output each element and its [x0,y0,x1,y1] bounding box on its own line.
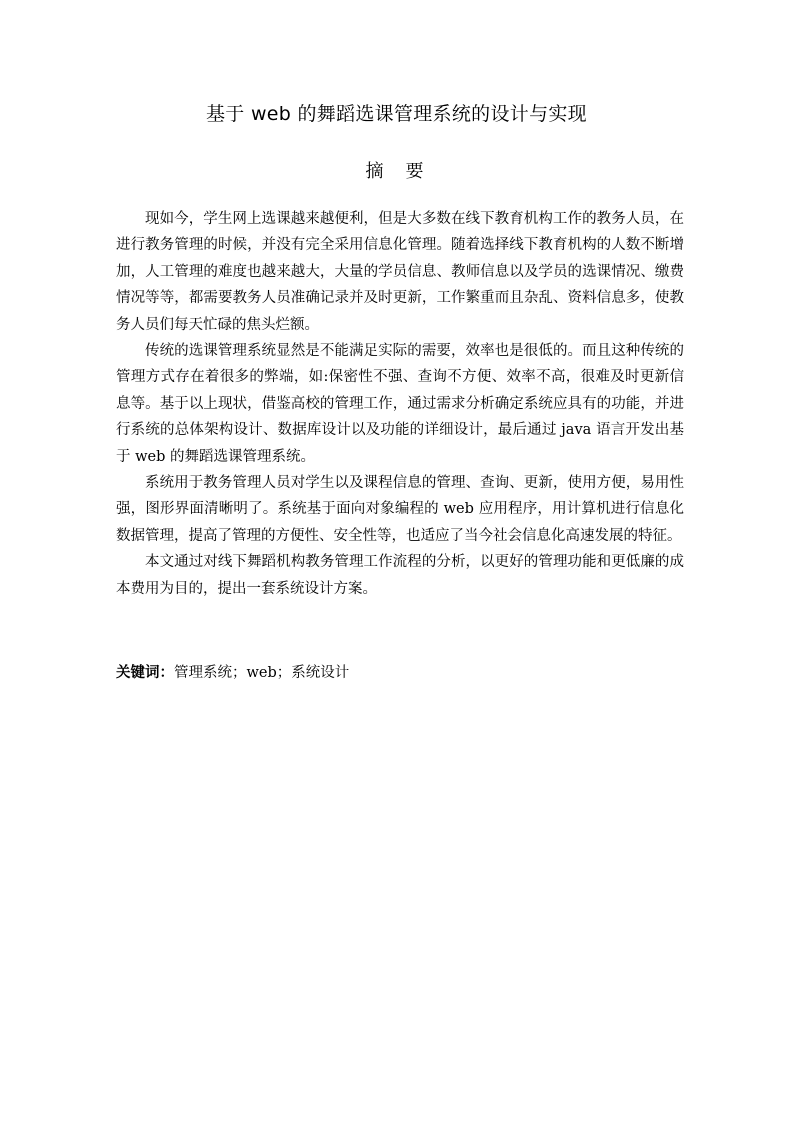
keywords-line [116,660,684,686]
abstract-paragraph-1: 现如今，学生网上选课越来越便利，但是大多数在线下教育机构工作的教务人员，在进行教务管理的时候，并没有完全采用信息化管理。随着选择线下教育机构的人数不断增加，人工管理的难度也越来越大，大量的学员信息、教师信息以及学员的选课情况、缴费情况等等，都需要教务人员准确记录并及时更新，工作繁重而且杂乱、资料信息多，使教务人员们每天忙碌的焦头烂额。 [116,211,684,333]
paper-title: 基于 web 的舞蹈选课管理系统的设计与实现 [206,103,587,125]
abstract-body [116,206,684,602]
abstract-paragraph-2: 传统的选课管理系统显然是不能满足实际的需要，效率也是很低的。而且这种传统的管理方式存在着很多的弊端，如:保密性不强、查询不方便、效率不高，很难及时更新信息等。基于以上现状，借鉴高校的管理工作，通过需求分析确定系统应具有的功能，并进行系统的总体架构设计、数据库设计以及功能的详细设计，最后通过 java 语言开发出基于 web 的舞蹈选课管理系统。 [116,343,684,465]
abstract-paragraph-3: 系统用于教务管理人员对学生以及课程信息的管理、查询、更新，使用方便，易用性强，图形界面清晰明了。系统基于面向对象编程的 web 应用程序，用计算机进行信息化数据管理，提高了管理的方便性、安全性等，也适应了当今社会信息化高速发展的特征。 [116,475,684,544]
keywords-label: 关键词： [116,665,174,681]
abstract-heading: 摘要 [365,161,446,182]
abstract-paragraph-4: 本文通过对线下舞蹈机构教务管理工作流程的分析，以更好的管理功能和更低廉的成本费用为目的，提出一套系统设计方案。 [116,554,684,597]
keywords-value: 管理系统；web；系统设计 [174,665,350,681]
